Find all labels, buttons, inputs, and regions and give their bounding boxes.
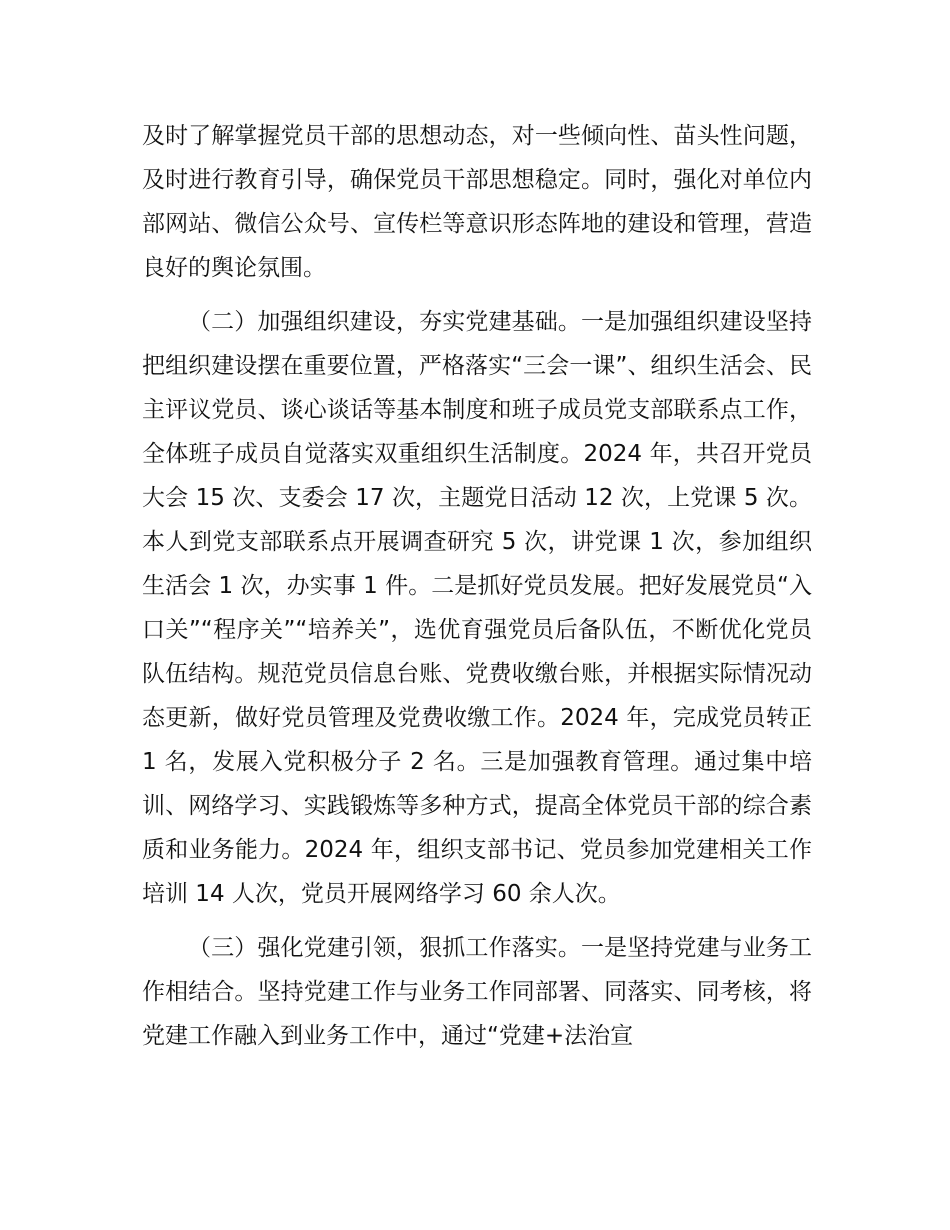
paragraph-continued: 及时了解掌握党员干部的思想动态，对一些倾向性、苗头性问题，及时进行教育引导，确保党员干部思想稳定。同时，强化对单位内部网站、微信公众号、宣传栏等意识形态阵地的建设和管理，营造良好的舆论氛围。 <box>142 123 812 281</box>
document-body <box>142 114 812 1068</box>
paragraph-party-leadership: （三）强化党建引领，狠抓工作落实。一是坚持党建与业务工作相结合。坚持党建工作与业务工作同部署、同落实、同考核，将党建工作融入到业务工作中，通过“党建+法治宣 <box>142 935 812 1049</box>
paragraph-organization-building: （二）加强组织建设，夯实党建基础。一是加强组织建设坚持把组织建设摆在重要位置，严格落实“三会一课”、组织生活会、民主评议党员、谈心谈话等基本制度和班子成员党支部联系点工作，全体班子成员自觉落实双重组织生活制度。2024 年，共召开党员大会 15 次、支委会 17 次，主题党日活动 12 次，上党课 5 次。本人到党支部联系点开展调查研究 5 次，讲党课 1 次，参加组织生活会 1 次，办实事 1 件。二是抓好党员发展。把好发展党员“入口关”“程序关”“培养关”，选优育强党员后备队伍，不断优化党员队伍结构。规范党员信息台账、党费收缴台账，并根据实际情况动态更新，做好党员管理及党费收缴工作。2024 年，完成党员转正 1 名，发展入党积极分子 2 名。三是加强教育管理。通过集中培训、网络学习、实践锻炼等多种方式，提高全体党员干部的综合素质和业务能力。2024 年，组织支部书记、党员参加党建相关工作培训 14 人次，党员开展网络学习 60 余人次。 <box>142 309 812 907</box>
